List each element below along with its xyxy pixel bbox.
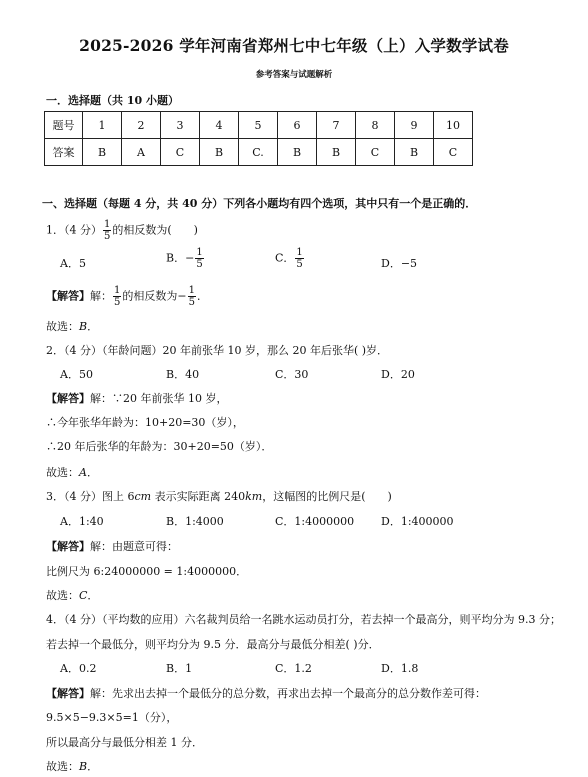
option-a: A．1:40 [60, 515, 104, 528]
choice-value: B [79, 320, 88, 333]
page-subtitle: 参考答案与试题解析 [255, 70, 333, 80]
answer-table [44, 111, 473, 166]
option-d: D．20 [381, 368, 415, 381]
table-cell: 4 [200, 112, 239, 139]
table-cell: 2 [122, 112, 161, 139]
unit: km [245, 490, 263, 503]
question-1-solution [46, 285, 208, 308]
question-4-step-1: 9.5×5−9.3×5=1（分）， [46, 711, 178, 724]
question-3-solution [46, 538, 178, 554]
denominator: 5 [114, 297, 121, 308]
question-2-stem: 2．（4 分）（年龄问题）20 年前张华 10 岁，那么 20 年后张华( )岁． [46, 344, 389, 357]
fraction [195, 247, 203, 270]
question-2-choice [46, 464, 98, 480]
denominator: 5 [196, 259, 203, 270]
option-c: C．30 [275, 368, 309, 381]
choice-value: B [79, 760, 88, 773]
table-cell: C [356, 139, 395, 166]
table-cell: C. [239, 139, 278, 166]
table-cell: 8 [356, 112, 395, 139]
choice-label: 故选： [46, 466, 79, 479]
table-cell: 题号 [45, 112, 83, 139]
option-label: B．− [166, 251, 195, 265]
numerator: 1 [104, 219, 111, 230]
choice-value: C [79, 589, 88, 602]
fraction [103, 219, 111, 242]
question-4-stem-line-2: 若去掉一个最低分，则平均分为 9.5 分．最高分与最低分相差( )分． [46, 638, 380, 651]
choice-punct: ． [87, 589, 99, 602]
question-3-step-1: 比例尺为 6:24000000 = 1:4000000． [46, 565, 248, 578]
choice-value: A [79, 466, 87, 479]
fraction [295, 247, 303, 270]
table-row [45, 139, 473, 166]
option-d: D．1.8 [381, 662, 419, 675]
table-cell: B [395, 139, 434, 166]
table-cell: 3 [161, 112, 200, 139]
option-c: C．1:4000000 [275, 515, 355, 528]
question-3-choice [46, 587, 98, 603]
option-a: A．50 [60, 368, 93, 381]
option-b: B．1:4000 [166, 515, 224, 528]
solution-label: 【解答】 [46, 289, 90, 303]
fraction [113, 285, 121, 308]
question-1-choice [46, 318, 98, 334]
denominator: 5 [188, 297, 195, 308]
table-cell: C [161, 139, 200, 166]
question-3-text: 3．（4 分）图上 6 [46, 490, 135, 503]
choice-punct: ． [87, 760, 99, 773]
option-b [166, 247, 205, 270]
option-a: A．0.2 [60, 662, 97, 675]
fraction [188, 285, 196, 308]
table-cell: A [122, 139, 161, 166]
solution-text: 解：先求出去掉一个最低分的总分数，再求出去掉一个最高分的总分数作差可得： [90, 687, 486, 700]
solution-text: 解：由题意可得： [90, 540, 178, 553]
solution-text: 解： [90, 289, 112, 303]
question-4-choice [46, 758, 98, 774]
option-c: C．1.2 [275, 662, 312, 675]
solution-label: 【解答】 [46, 392, 90, 405]
question-3-text: 表示实际距离 240 [151, 490, 246, 503]
solution-text: ． [196, 289, 208, 303]
numerator: 1 [114, 285, 121, 296]
table-cell: B [83, 139, 122, 166]
option-b: B．40 [166, 368, 200, 381]
option-d: D．−5 [381, 257, 418, 270]
option-c [275, 247, 305, 270]
option-label: C． [275, 251, 295, 265]
choice-punct: ． [86, 466, 98, 479]
numerator: 1 [188, 285, 195, 296]
option-b: B．1 [166, 662, 193, 675]
table-cell: B [317, 139, 356, 166]
choice-label: 故选： [46, 320, 79, 333]
denominator: 5 [104, 231, 111, 242]
table-cell: 5 [239, 112, 278, 139]
numerator: 1 [296, 247, 303, 258]
table-cell: 1 [83, 112, 122, 139]
numerator: 1 [196, 247, 203, 258]
table-cell: B [200, 139, 239, 166]
option-d: D．1:400000 [381, 515, 454, 528]
solution-text: 解：∵20 年前张华 10 岁， [90, 392, 228, 405]
table-cell: 10 [434, 112, 473, 139]
table-cell: 答案 [45, 139, 83, 166]
unit: cm [134, 490, 152, 503]
question-1-prefix: 1．（4 分） [46, 223, 102, 237]
section-heading-2: 一、选择题（每题 4 分，共 40 分）下列各小题均有四个选项，其中只有一个是正确的． [42, 197, 477, 210]
choice-label: 故选： [46, 760, 79, 773]
page-title: 2025-2026 学年河南省郑州七中七年级（上）入学数学试卷 [79, 36, 509, 55]
table-cell: 6 [278, 112, 317, 139]
question-4-step-2: 所以最高分与最低分相差 1 分． [46, 736, 203, 749]
question-2-solution [46, 390, 227, 406]
choice-label: 故选： [46, 589, 79, 602]
table-cell: 9 [395, 112, 434, 139]
question-2-step-1: ∴今年张华年龄为：10+20=30（岁）， [46, 416, 244, 429]
question-2-step-2: ∴20 年后张华的年龄为：30+20=50（岁）． [46, 440, 273, 453]
table-row [45, 112, 473, 139]
table-cell: 7 [317, 112, 356, 139]
choice-punct: ． [87, 320, 99, 333]
question-3-stem [46, 488, 392, 504]
section-heading-1: 一．选择题（共 10 小题） [46, 94, 179, 107]
question-1-text: 的相反数为( ) [112, 223, 198, 237]
question-1-stem [46, 219, 198, 242]
question-3-text: ，这幅图的比例尺是( ) [262, 490, 392, 503]
solution-label: 【解答】 [46, 540, 90, 553]
table-cell: C [434, 139, 473, 166]
solution-label: 【解答】 [46, 687, 90, 700]
denominator: 5 [296, 259, 303, 270]
table-cell: B [278, 139, 317, 166]
question-4-stem-line-1: 4．（4 分）（平均数的应用）六名裁判员给一名跳水运动员打分，若去掉一个最高分，则平均分为 9.3 分； [46, 613, 561, 626]
question-4-solution [46, 685, 486, 701]
solution-text: 的相反数为− [122, 289, 187, 303]
option-a: A．5 [60, 257, 86, 270]
